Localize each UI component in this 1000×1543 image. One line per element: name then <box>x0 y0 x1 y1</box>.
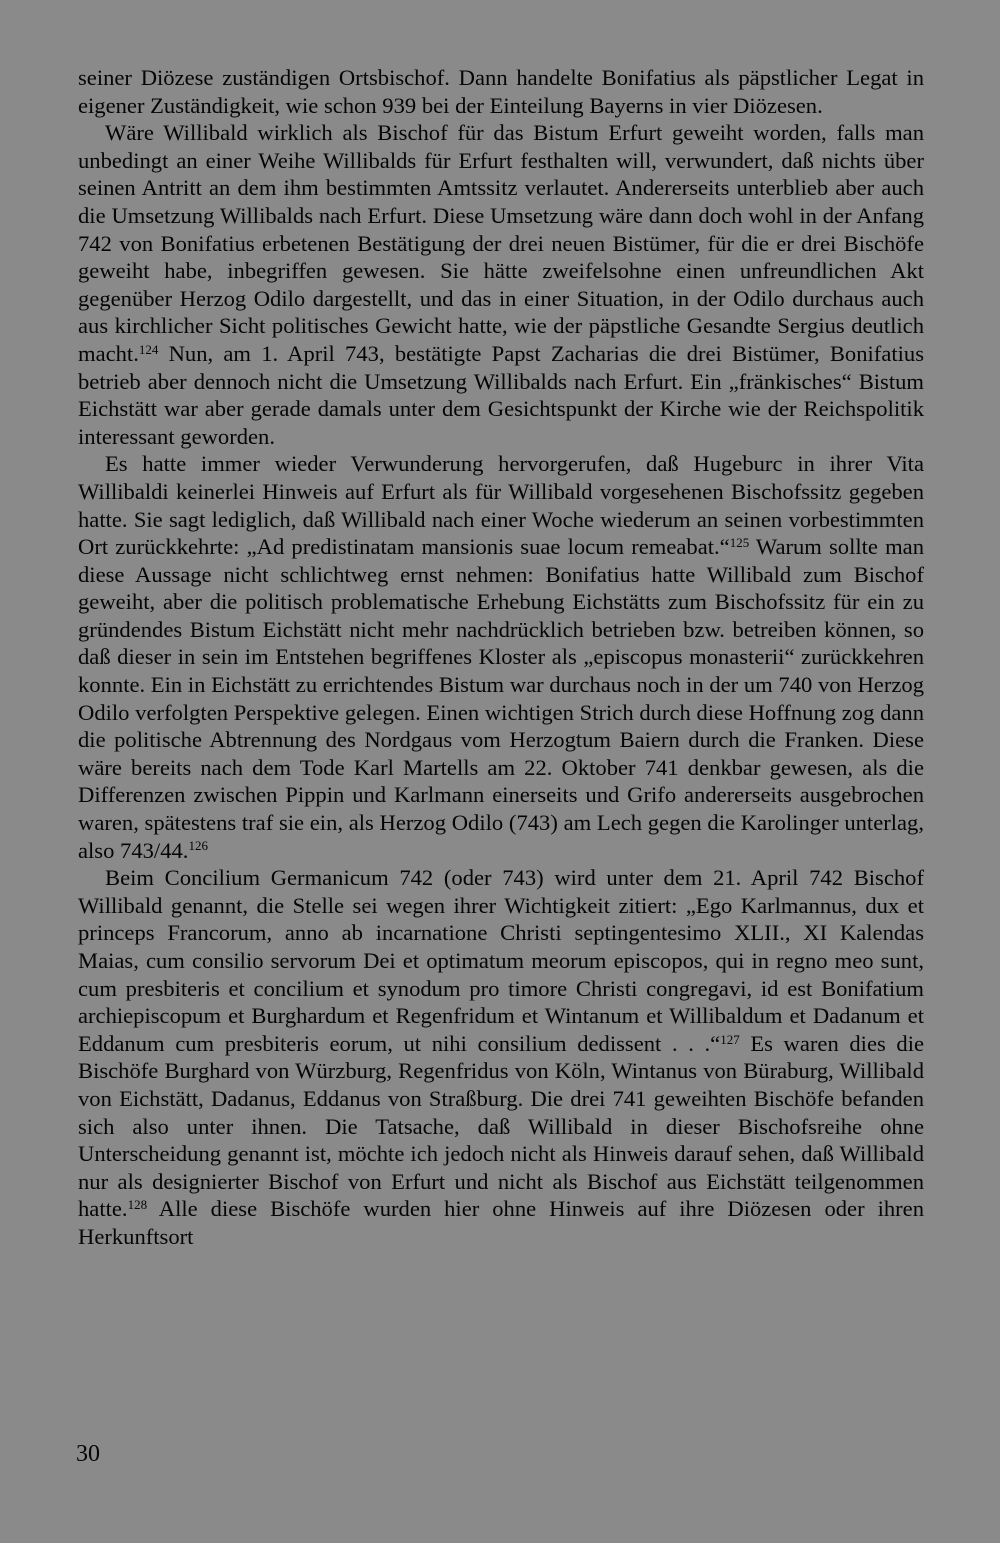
paragraph-text: Es hatte immer wieder Verwunderung hervorgerufen, daß Hugeburc in ihrer Vita Willibaldi keinerlei Hinweis auf Erfurt als für Willibald vorgesehenen Bischofssitz gegeben hatte. Sie sagt lediglich, daß Willibald nach einer Woche wiederum an seinen vorbestimmten Ort zurückkehrte: „Ad predistinatam mansionis suae locum remeabat.“ <box>78 451 924 560</box>
paragraph-text: Warum sollte man diese Aussage nicht schlichtweg ernst nehmen: Bonifatius hatte Willibald zum Bischof geweiht, aber die politisch problematische Erhebung Eichstätts zum Bischofssitz für ein zu gründendes Bistum Eichstätt nicht mehr nachdrücklich betrieben bzw. betreiben können, so daß dieser in sein im Entstehen begriffenes Kloster als „episcopus monasterii“ zurückkehren konnte. Ein in Eichstätt zu errichtendes Bistum war durchaus noch in der um 740 von Herzog Odilo verfolgten Perspektive gelegen. Einen wichtigen Strich durch diese Hoffnung zog dann die politische Abtrennung des Nordgaus vom Herzogtum Baiern durch die Franken. Diese wäre bereits nach dem Tode Karl Martells am 22. Oktober 741 denkbar gewesen, als die Differenzen zwischen Pippin und Karlmann einerseits und Grifo andererseits ausgebrochen waren, spätestens traf sie ein, als Herzog Odilo (743) am Lech gegen die Karolinger unterlag, also 743/44. <box>78 534 925 863</box>
paragraph-text: Es waren dies die Bischöfe Burghard von Würzburg, Regenfridus von Köln, Wintanus von Büraburg, Willibald von Eichstätt, Dadanus, Eddanus von Straßburg. Die drei 741 geweihten Bischöfe befanden sich also unter ihnen. Die Tatsache, daß Willibald in dieser Bischofsreihe ohne Unterscheidung genannt ist, möchte ich jedoch nicht als Hinweis darauf sehen, daß Willibald nur als designierter Bischof von Erfurt und nicht als Bischof aus Eichstätt teilgenommen hatte. <box>78 1030 924 1222</box>
paragraph <box>78 64 924 119</box>
paragraph-text: Wäre Willibald wirklich als Bischof für das Bistum Erfurt geweiht worden, falls man unbedingt an einer Weihe Willibalds für Erfurt festhalten will, verwundert, daß nichts über seinen Antritt an dem ihm bestimmten Amtssitz verlautet. Andererseits unterblieb aber auch die Umsetzung Willibalds nach Erfurt. Diese Umsetzung wäre dann doch wohl in der Anfang 742 von Bonifatius erbetenen Bestätigung der drei neuen Bistümer, für die er drei Bischöfe geweiht habe, inbegriffen gewesen. Sie hätte zweifelsohne einen unfreundlichen Akt gegenüber Herzog Odilo dargestellt, und das in einer Situation, in der Odilo durchaus auch aus kirchlicher Sicht politisches Gewicht hatte, wie der päpstliche Gesandte Sergius deutlich macht. <box>78 120 924 366</box>
paragraph-text: Beim Concilium Germanicum 742 (oder 743) wird unter dem 21. April 742 Bischof Willibald genannt, die Stelle sei wegen ihrer Wichtigkeit zitiert: „Ego Karlmannus, dux et princeps Francorum, anno ab incarnatione Christi septingentesimo XLII., XI Kalendas Maias, cum consilio servorum Dei et optimatum meorum episcopos, qui in regno meo sunt, cum presbiteris et concilium et synodum pro timore Christi congregavi, id est Bonifatium archiepiscopum et Burghardum et Regenfridum et Wintanum et Willibaldum et Dadanum et Eddanum cum presbiteris eorum, ut nihi consilium dedissent . . .“ <box>78 865 924 1056</box>
paragraph-text: Nun, am 1. April 743, bestätigte Papst Zacharias die drei Bistümer, Bonifatius betrieb aber dennoch nicht die Umsetzung Willibalds nach Erfurt. Ein „fränkisches“ Bistum Eichstätt war aber gerade damals unter dem Gesichtspunkt der Kirche wie der Reichspolitik interessant geworden. <box>78 340 924 449</box>
paragraph <box>78 864 924 1250</box>
footnote-reference: 128 <box>127 1197 148 1213</box>
paragraph <box>78 450 924 864</box>
paragraph-text: Alle diese Bischöfe wurden hier ohne Hinweis auf ihre Diözesen oder ihren Herkunftsort <box>78 1196 924 1249</box>
footnote-reference: 124 <box>138 341 159 357</box>
footnote-reference: 125 <box>729 534 750 550</box>
footnote-reference: 127 <box>720 1031 740 1047</box>
paragraph-text: seiner Diözese zuständigen Ortsbischof. Dann handelte Bonifatius als päpstlicher Legat in eigener Zuständigkeit, wie schon 939 bei der Einteilung Bayerns in vier Diözesen. <box>78 65 924 118</box>
page-body <box>78 64 924 1251</box>
page-number: 30 <box>76 1441 100 1467</box>
paragraph <box>78 119 924 450</box>
footnote-reference: 126 <box>188 838 208 854</box>
